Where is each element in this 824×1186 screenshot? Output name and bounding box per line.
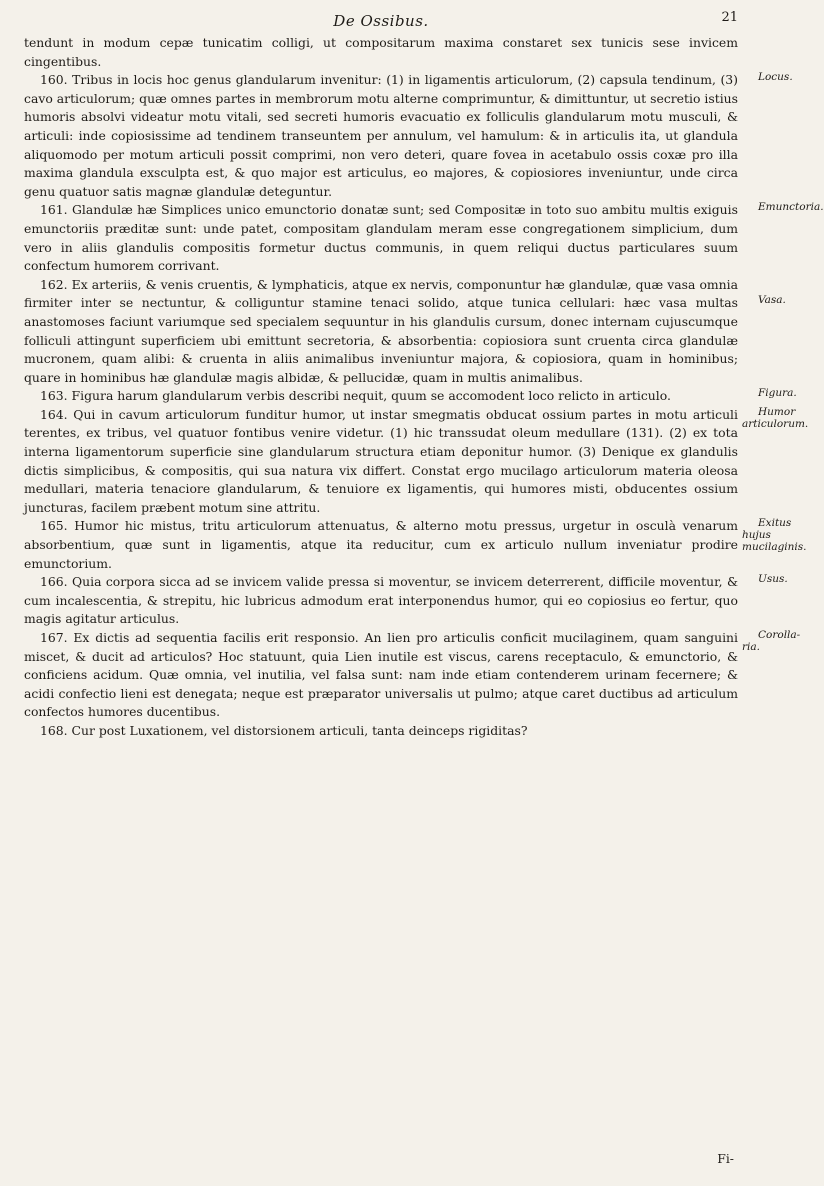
margin-note-corollaria: Corolla-ria.	[742, 629, 801, 653]
paragraph-number: 164.	[40, 406, 68, 422]
paragraph-number: 162.	[40, 276, 68, 292]
paragraph-text: Ex dictis ad sequentia facilis erit responsio. An lien pro articulis conficit mucilaginem, quam sanguini miscet, & ducit ad articulos? Hoc statuunt, quia Lien inutile est viscus, carens receptaculo, & emunctorio, & conficiens acidum. Quæ omnia, vel inutilia, vel falsa sunt: nam inde etiam contenderem urinam fecernere; & acidi confectio lieni est denegata; neque est præparator universalis ut pulmo; atque caret ductibus ad articulum confectos humores ducentibus.	[24, 630, 738, 720]
margin-note-usus: Usus.	[758, 573, 788, 586]
body-text	[24, 34, 824, 741]
paragraph-number: 161.	[40, 202, 68, 218]
paragraph-text: Qui in cavum articulorum funditur humor, ut instar smegmatis obducat ossium partes in motu articuli terentes, ex tribus, vel quatuor fontibus venire videtur. (1) hic transsudat oleum medullare (131). (2) ex tota interna ligamentorum superficie sine glandularum structura etiam deponitur humor. (3) Denique ex glandulis dictis simplicibus, & compositis, qui sua natura vix differt. Constat ergo mucilago articulorum materia oleosa medullari, materia tenaciore glandularum, & tenuiore ex ligamentis, qui humores misti, obducentes ossium juncturas, facilem præbent motum sine attritu.	[24, 406, 738, 515]
paragraph-continuation	[24, 34, 738, 71]
paragraph-text: Figura harum glandularum verbis describi nequit, quum se accomodent loco relicto in articulo.	[71, 388, 671, 404]
margin-note-locus: Locus.	[758, 71, 793, 84]
margin-note-emunctoria: Emunctoria.	[758, 201, 824, 214]
paragraph-164	[24, 405, 809, 518]
paragraph-number: 168.	[40, 722, 68, 738]
paragraph-number: 165.	[40, 518, 68, 534]
paragraph-text: Humor hic mistus, tritu articulorum attenuatus, & alterno motu pressus, urgetur in osculà venarum absorbentium, quæ sunt in ligamentis, atque ita reducitur, cum ex articulo nullum inveniatur prodire emunctorium.	[24, 518, 738, 571]
paragraph-number: 166.	[40, 574, 68, 590]
paragraph-161	[24, 201, 824, 275]
margin-note-humor: Humor articulorum.	[742, 405, 809, 430]
paragraph-162	[24, 276, 786, 388]
paragraph-number: 163.	[40, 388, 68, 404]
paragraph-text: Ex arteriis, & venis cruentis, & lymphaticis, atque ex nervis, componuntur hæ glandulæ, quæ vasa omnia firmiter inter se nectuntur, & colliguntur stamine tenaci solido, atque tunica cellulari: hæc vasa multas anastomoses faciunt variumque sed specialem sequuntur in his glandulis cursum, donec internam cujuscumque folliculi attingunt superficiem ubi emittunt secretoria, & absorbentia: copiosiora sunt cruenta circa glandulæ mucronem, quam alibi: & cruenta in aliis animalibus inveniuntur majora, & copiosiora, quam in hominibus; quare in hominibus hæ glandulæ magis albidæ, & pellucidæ, quam in multis animalibus.	[24, 276, 738, 385]
paragraph-165	[24, 517, 807, 573]
paragraph-166	[24, 573, 788, 629]
paragraph-168	[24, 722, 738, 741]
paragraph-167	[24, 629, 801, 722]
paragraph-163	[24, 387, 797, 406]
margin-note-exitus: Exitus hujus mucilaginis.	[742, 517, 807, 554]
page-header	[24, 10, 738, 32]
margin-note-vasa: Vasa.	[758, 293, 786, 306]
margin-note-figura: Figura.	[758, 387, 797, 400]
paragraph-number: 160.	[40, 72, 68, 88]
paragraph-160	[24, 71, 793, 201]
paragraph-number: 167.	[40, 630, 68, 645]
paragraph-text: Tribus in locis hoc genus glandularum invenitur: (1) in ligamentis articulorum, (2) capsula tendinum, (3) cavo articulorum; quæ omnes partes in membrorum motu alterne comprimuntur, & dimittuntur, ut secretio istius humoris absolvi videatur motu vitali, sed secreti humoris evacuatio ex folliculis glandularum motu musculi, & articuli: inde copiosissime ad tendinem transeuntem per annulum, vel hamulum: & in articulis ita, ut glandula aliquomodo per motum articuli possit comprimi, non vero deteri, quare fovea in acetabulo ossis coxæ pro illa maxima glandula exsculpta est, & quo major est articulus, eo majores, & copiosiores inveniuntur, unde circa genu quatuor satis magnæ glandulæ deteguntur.	[24, 72, 738, 199]
running-title: De Ossibus.	[333, 12, 429, 30]
page-number: 21	[721, 10, 738, 25]
paragraph-text: Cur post Luxationem, vel distorsionem articuli, tanta deinceps rigiditas?	[71, 722, 528, 738]
paragraph-text: Quia corpora sicca ad se invicem valide pressa si moventur, se invicem deterrerent, difficile moventur, & cum incalescentia, & strepitu, hic lubricus admodum erat interponendus humor, qui eo copiosius eo fertur, quo magis agitatur articulus.	[24, 574, 738, 627]
catchword: Fi-	[717, 1151, 734, 1166]
paragraph-text: tendunt in modum cepæ tunicatim colligi, ut compositarum maxima constaret sex tunicis sese invicem cingentibus.	[24, 35, 738, 69]
paragraph-text: Glandulæ hæ Simplices unico emunctorio donatæ sunt; sed Compositæ in toto suo ambitu multis exiguis emunctoriis præditæ sunt: unde patet, compositam glandulam meram esse congregationem simplicium, dum vero in aliis glandulis compositis formetur ductus communis, in quem reliqui ductus particulares suum confectum humorem corrivant.	[24, 202, 738, 274]
